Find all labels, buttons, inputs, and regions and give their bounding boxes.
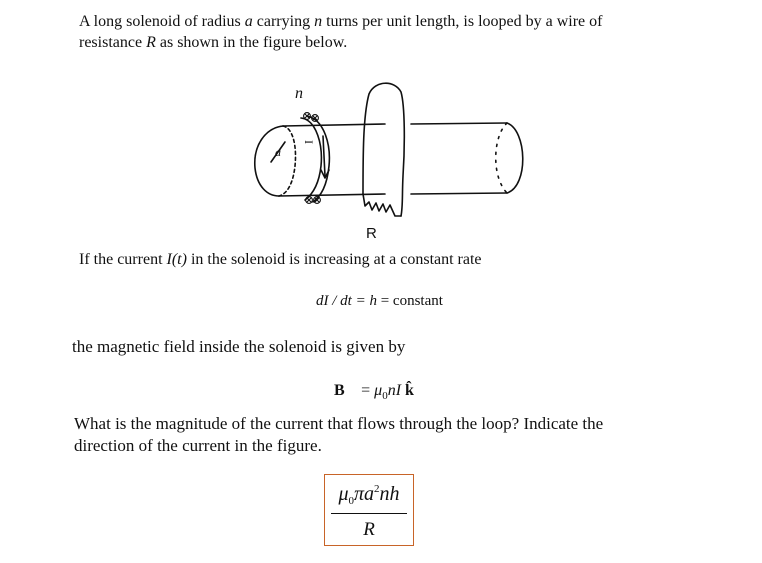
field-equation: B⃗ = $\mu_0nI$ k̂ <box>334 382 414 402</box>
problem-line-1: A long solenoid of radius a carrying n turns per unit length, is looped by a wire of <box>79 13 603 30</box>
wire-loop <box>363 83 404 216</box>
solenoid-figure <box>245 76 525 246</box>
current-arrow <box>323 136 325 176</box>
coil-1 <box>301 118 321 200</box>
var-I-t: I(t) <box>166 251 187 268</box>
figure-label-R: R <box>366 225 377 242</box>
problem-line-6: direction of the current in the figure. <box>74 436 322 455</box>
problem-line-3: If the current I(t) in the solenoid is increasing at a constant rate <box>79 251 482 268</box>
solenoid-far-top <box>411 123 507 124</box>
solenoid-far-bottom <box>411 193 507 194</box>
problem-line-4: the magnetic field inside the solenoid is given by <box>72 337 406 356</box>
problem-line-2: resistance R as shown in the figure below. <box>79 34 348 51</box>
answer-box <box>324 474 414 546</box>
solenoid-bottom-edge <box>279 194 385 196</box>
var-R: R <box>146 34 156 51</box>
coil-2 <box>307 116 329 202</box>
solenoid-top-edge <box>283 124 385 126</box>
answer-numerator: $\mu_0\pi a^2nh$ <box>338 483 400 507</box>
fraction-bar <box>331 513 407 514</box>
rate-equation: dI / dt = h = constant <box>316 293 443 309</box>
figure-label-n: n <box>295 85 303 102</box>
solenoid-right-cap <box>507 123 523 193</box>
answer-denominator: R <box>363 519 375 540</box>
figure-label-a: a <box>275 145 281 159</box>
var-n: n <box>314 13 323 30</box>
var-a: a <box>244 13 253 30</box>
problem-line-5: What is the magnitude of the current that flows through the loop? Indicate the <box>74 414 604 433</box>
resistor <box>363 194 401 216</box>
figure-label-I: I <box>302 140 316 144</box>
solenoid-left-cap <box>255 126 283 196</box>
